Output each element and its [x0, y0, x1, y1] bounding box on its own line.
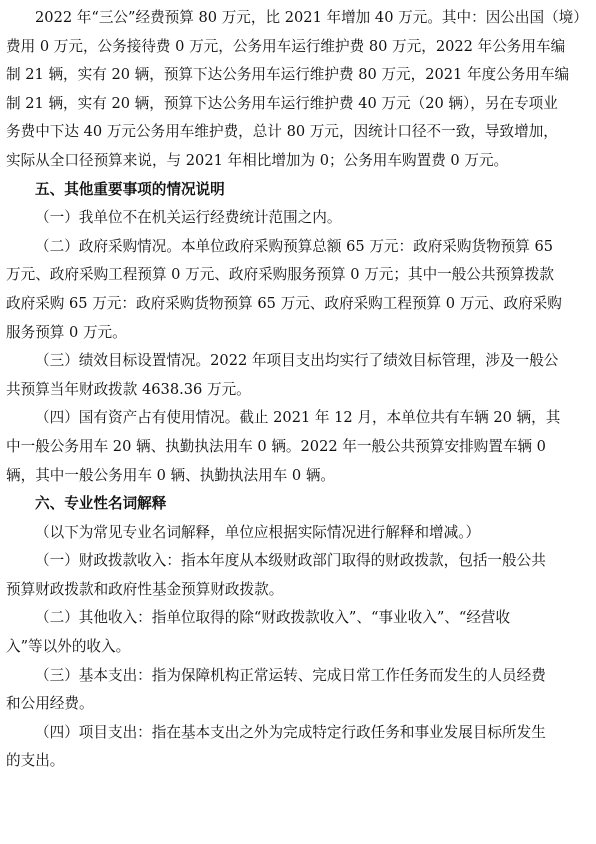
paragraph-note	[6, 519, 590, 548]
paragraph-term-4	[6, 719, 590, 776]
text-line: （四）国有资产占有使用情况。截止 2021 年 12 月，本单位共有车辆 20 辆，其	[35, 409, 561, 427]
paragraph-item-4-assets	[6, 404, 590, 490]
text-line: 服务预算 0 万元。	[6, 323, 127, 341]
paragraph-item-1	[6, 204, 590, 233]
text-line: 费用 0 万元，公务接待费 0 万元，公务用车运行维护费 80 万元，2022 年公务用车编	[6, 37, 566, 55]
text-line: （一）财政拨款收入：指本年度从本级财政部门取得的财政拨款，包括一般公共	[35, 552, 546, 570]
text-line: 务费中下达 40 万元公务用车维护费，总计 80 万元，因统计口径不一致，导致增加，	[6, 123, 558, 141]
text-line: 2022 年“三公”经费预算 80 万元，比 2021 年增加 40 万元。其中：因公出国（境）	[35, 9, 588, 26]
text-line: 和公用经费。	[6, 695, 94, 713]
text-line: 辆，其中一般公务用车 0 辆、执勤执法用车 0 辆。	[6, 466, 336, 484]
text-line: （二）其他收入：指单位取得的除“财政拨款收入”、“事业收入”、“经营收	[35, 609, 511, 627]
text-line: 的支出。	[6, 752, 65, 770]
paragraph-item-2-procurement	[6, 233, 590, 347]
text-line: （三）基本支出：指为保障机构正常运转、完成日常工作任务而发生的人员经费	[35, 666, 546, 684]
text-line: （三）绩效目标设置情况。2022 年项目支出均实行了绩效目标管理，涉及一般公	[35, 352, 559, 370]
text-line: （二）政府采购情况。本单位政府采购预算总额 65 万元：政府采购货物预算 65	[35, 237, 554, 255]
paragraph-term-1	[6, 547, 590, 604]
text-line: （一）我单位不在机关运行经费统计范围之内。	[35, 209, 342, 227]
text-line: 万元、政府采购工程预算 0 万元、政府采购服务预算 0 万元；其中一般公共预算拨款	[6, 266, 554, 284]
text-line: 实际从全口径预算来说，与 2021 年相比增加为 0；公务用车购置费 0 万元。	[6, 151, 509, 169]
paragraph-term-2	[6, 604, 590, 661]
text-line: 制 21 辆，实有 20 辆，预算下达公务用车运行维护费 80 万元，2021 年度公务用车编	[6, 66, 570, 84]
paragraph-three-public-expenses	[6, 4, 590, 176]
text-line: 中一般公务用车 20 辆、执勤执法用车 0 辆。2022 年一般公共预算安排购置车辆 0	[6, 437, 546, 455]
text-line: （四）项目支出：指在基本支出之外为完成特定行政任务和事业发展目标所发生	[35, 723, 546, 741]
text-line: 政府采购 65 万元：政府采购货物预算 65 万元、政府采购工程预算 0 万元、政府采购	[6, 294, 562, 312]
section-heading-6: 六、专业性名词解释	[35, 495, 167, 513]
text-line: 制 21 辆，实有 20 辆，预算下达公务用车运行维护费 40 万元（20 辆），另在专项业	[6, 94, 558, 112]
paragraph-term-3	[6, 662, 590, 719]
text-line: 预算财政拨款和政府性基金预算财政拨款。	[6, 580, 284, 598]
text-line: 共预算当年财政拨款 4638.36 万元。	[6, 380, 251, 398]
text-line: （以下为常见专业名词解释，单位应根据实际情况进行解释和增减。）	[35, 523, 481, 541]
paragraph-item-3-performance	[6, 347, 590, 404]
section-heading-5: 五、其他重要事项的情况说明	[35, 180, 225, 198]
text-line: 入”等以外的收入。	[6, 638, 131, 656]
